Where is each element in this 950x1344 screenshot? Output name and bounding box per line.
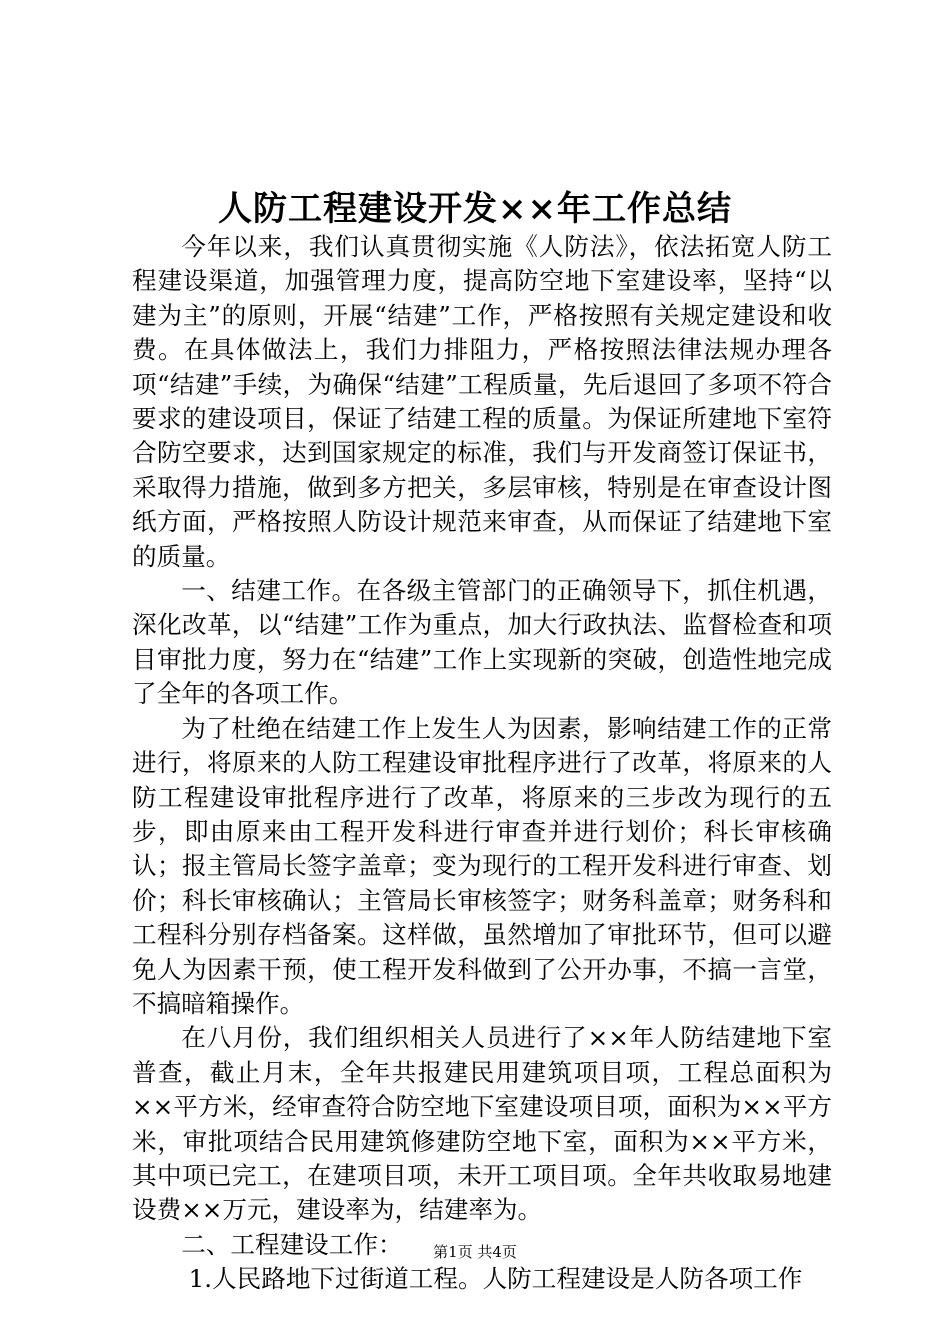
paragraph-section-two-heading: 二、工程建设工作： xyxy=(181,1229,403,1259)
document-body xyxy=(132,230,832,1297)
paragraph-approval-reform: 为了杜绝在结建工作上发生人为因素，影响结建工作的正常进行，将原来的人防工程建设审批程序进行了改革，将原来的人防工程建设审批程序进行了改革，将原来的三步改为现行的五步，即由原来由工程开发科进行审查并进行划价；科长审核确认；报主管局长签字盖章；变为现行的工程开发科进行审查、划价；科长审核确认；主管局长审核签字；财务科盖章；财务科和工程科分别存档备案。这样做，虽然增加了审批环节，但可以避免人为因素干预，使工程开发科做到了公开办事，不搞一言堂，不搞暗箱操作。 xyxy=(132,713,832,1018)
paragraph-section-one: 一、结建工作。在各级主管部门的正确领导下，抓住机遇，深化改革，以“结建”工作为重点，加大行政执法、监督检查和项目审批力度，努力在“结建”工作上实现新的突破，创造性地完成了全年的各项工作。 xyxy=(132,576,832,709)
paragraph-august-survey: 在八月份，我们组织相关人员进行了××年人防结建地下室普查，截止月末，全年共报建民用建筑项目项，工程总面积为××平方米，经审查符合防空地下室建设项目项，面积为××平方米，审批项结合民用建筑修建防空地下室，面积为××平方米，其中项已完工，在建项目项，未开工项目项。全年共收取易地建设费××万元，建设率为，结建率为。 xyxy=(132,1023,832,1225)
paragraph-intro: 今年以来，我们认真贯彻实施《人防法》，依法拓宽人防工程建设渠道，加强管理力度，提高防空地下室建设率，坚持“以建为主”的原则，开展“结建”工作，严格按照有关规定建设和收费。在具体做法上，我们力排阻力，严格按照法律法规办理各项“结建”手续，为确保“结建”工程质量，先后退回了多项不符合要求的建设项目，保证了结建工程的质量。为保证所建地下室符合防空要求，达到国家规定的标准，我们与开发商签订保证书，采取得力措施，做到多方把关，多层审核，特别是在审查设计图纸方面，严格按照人防设计规范来审查，从而保证了结建地下室的质量。 xyxy=(132,232,832,571)
list-item-renmin-road: 1.人民路地下过街道工程。人防工程建设是人防各项工作 xyxy=(188,1264,803,1294)
document-title: 人防工程建设开发××年工作总结 xyxy=(218,189,732,229)
page-footer: 第1页 共4页 xyxy=(433,1243,517,1261)
